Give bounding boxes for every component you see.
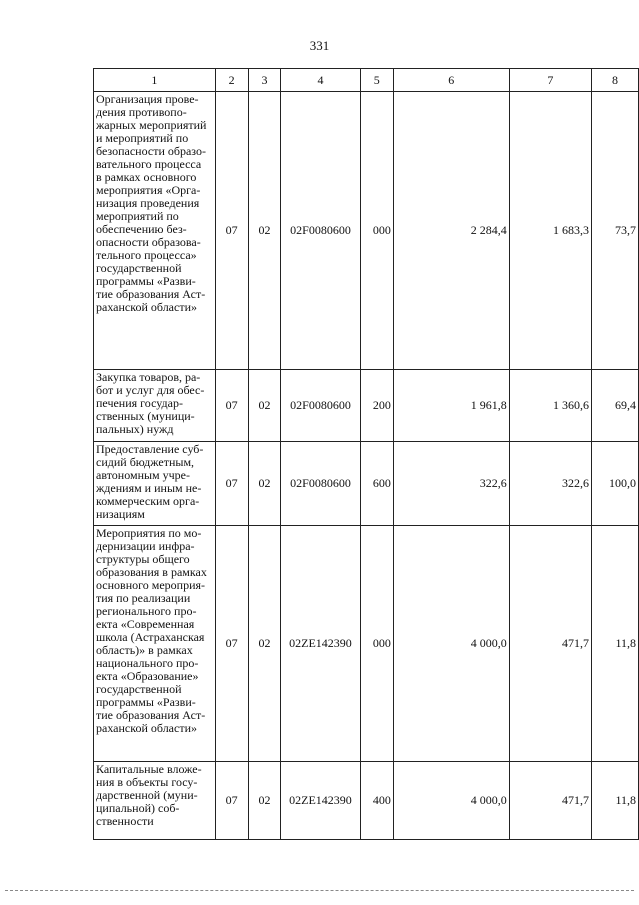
planned-amount-cell: 4 000,0 bbox=[393, 762, 509, 840]
expense-type-cell: 000 bbox=[360, 526, 393, 762]
budget-table bbox=[93, 68, 639, 840]
expense-type-cell: 600 bbox=[360, 442, 393, 526]
executed-amount-cell: 471,7 bbox=[509, 762, 591, 840]
target-article-cell: 02F0080600 bbox=[281, 442, 360, 526]
header-cell: 1 bbox=[94, 69, 216, 92]
subsection-cell: 02 bbox=[248, 370, 281, 442]
section-cell: 07 bbox=[215, 92, 248, 370]
row-name-cell: Предоставление суб- сидий бюджетным, автономным учре- ждениям и иным не- коммерческим орга- низациям bbox=[94, 442, 216, 526]
header-cell: 6 bbox=[393, 69, 509, 92]
target-article-cell: 02F0080600 bbox=[281, 92, 360, 370]
target-article-cell: 02ZE142390 bbox=[281, 526, 360, 762]
section-cell: 07 bbox=[215, 762, 248, 840]
row-name-cell: Закупка товаров, ра- бот и услуг для обес- печения государ- ственных (муници- пальных) нужд bbox=[94, 370, 216, 442]
executed-amount-cell: 1 683,3 bbox=[509, 92, 591, 370]
header-cell: 3 bbox=[248, 69, 281, 92]
executed-amount-cell: 1 360,6 bbox=[509, 370, 591, 442]
percent-cell: 100,0 bbox=[592, 442, 639, 526]
table-row bbox=[94, 92, 639, 370]
planned-amount-cell: 1 961,8 bbox=[393, 370, 509, 442]
planned-amount-cell: 4 000,0 bbox=[393, 526, 509, 762]
table-header-row bbox=[94, 69, 639, 92]
footer-divider bbox=[5, 890, 634, 891]
planned-amount-cell: 2 284,4 bbox=[393, 92, 509, 370]
subsection-cell: 02 bbox=[248, 442, 281, 526]
table-row bbox=[94, 526, 639, 762]
table-row bbox=[94, 762, 639, 840]
header-cell: 4 bbox=[281, 69, 360, 92]
table-row bbox=[94, 442, 639, 526]
header-cell: 2 bbox=[215, 69, 248, 92]
section-cell: 07 bbox=[215, 370, 248, 442]
section-cell: 07 bbox=[215, 442, 248, 526]
percent-cell: 69,4 bbox=[592, 370, 639, 442]
subsection-cell: 02 bbox=[248, 762, 281, 840]
percent-cell: 73,7 bbox=[592, 92, 639, 370]
row-name-cell: Организация прове- дения противопо- жарных мероприятий и мероприятий по безопасности образо- вательного процесса в рамках основного мероприятия «Орга- низация проведения мероприятий по обеспечению без- опасности образова- тельного процесса» государственной программы «Разви- тие образования Аст- раханской области» bbox=[94, 92, 216, 370]
expense-type-cell: 000 bbox=[360, 92, 393, 370]
percent-cell: 11,8 bbox=[592, 526, 639, 762]
expense-type-cell: 200 bbox=[360, 370, 393, 442]
planned-amount-cell: 322,6 bbox=[393, 442, 509, 526]
row-name-cell: Капитальные вложе- ния в объекты госу- дарственной (муни- ципальной) соб- ственности bbox=[94, 762, 216, 840]
section-cell: 07 bbox=[215, 526, 248, 762]
executed-amount-cell: 322,6 bbox=[509, 442, 591, 526]
percent-cell: 11,8 bbox=[592, 762, 639, 840]
subsection-cell: 02 bbox=[248, 526, 281, 762]
table-row bbox=[94, 370, 639, 442]
row-name-cell: Мероприятия по мо- дернизации инфра- структуры общего образования в рамках основного мероприя- тия по реализации регионального про- екта «Современная школа (Астраханская область)» в рамках национального про- екта «Образование» государственной программы «Разви- тие образования Аст- раханской области» bbox=[94, 526, 216, 762]
target-article-cell: 02F0080600 bbox=[281, 370, 360, 442]
header-cell: 8 bbox=[592, 69, 639, 92]
header-cell: 7 bbox=[509, 69, 591, 92]
page-number: 331 bbox=[309, 38, 330, 53]
subsection-cell: 02 bbox=[248, 92, 281, 370]
expense-type-cell: 400 bbox=[360, 762, 393, 840]
target-article-cell: 02ZE142390 bbox=[281, 762, 360, 840]
executed-amount-cell: 471,7 bbox=[509, 526, 591, 762]
header-cell: 5 bbox=[360, 69, 393, 92]
